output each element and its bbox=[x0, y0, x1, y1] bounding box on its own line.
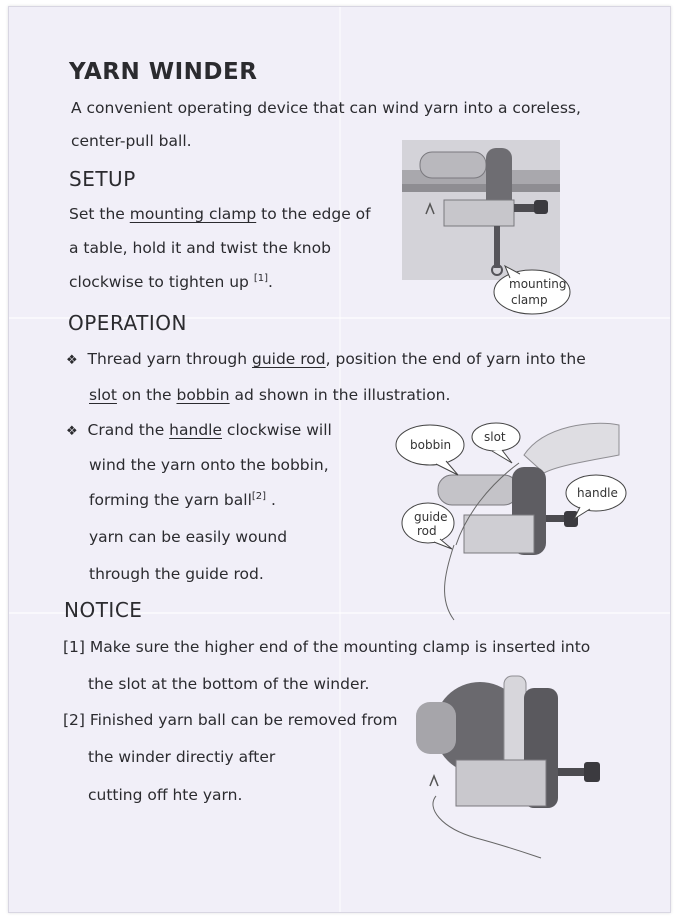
setup-line-3 bbox=[69, 273, 273, 291]
hand-shape bbox=[524, 423, 619, 473]
notice-1-line-1: [1] Make sure the higher end of the mounting clamp is inserted into bbox=[63, 638, 591, 656]
setup-line-2: a table, hold it and twist the knob bbox=[69, 239, 331, 257]
setup-heading: SETUP bbox=[69, 167, 136, 191]
op-text: clockwise will bbox=[222, 421, 332, 439]
label-slot: slot bbox=[484, 430, 506, 444]
notice-1-line-2: the slot at the bottom of the winder. bbox=[88, 675, 370, 693]
op-text: . bbox=[266, 491, 276, 510]
clamp-screw bbox=[494, 226, 500, 268]
op-text: on the bbox=[116, 386, 177, 404]
crank-arm bbox=[558, 768, 588, 776]
setup-text: Set the bbox=[69, 205, 130, 223]
bobbin-term: bobbin bbox=[176, 386, 230, 404]
handle-term: handle bbox=[169, 421, 222, 439]
bobbin-shape bbox=[438, 475, 518, 505]
diamond-bullet-icon: ❖ bbox=[66, 424, 78, 439]
bubble-tail bbox=[492, 450, 512, 463]
footnote-ref-1: [1] bbox=[253, 273, 269, 284]
crank-knob bbox=[534, 200, 548, 214]
setup-text: clockwise to tighten up bbox=[69, 273, 249, 292]
operation-bullet-2-line-4: yarn can be easily wound bbox=[89, 528, 288, 546]
diamond-bullet-icon: ❖ bbox=[66, 353, 78, 368]
operation-bullet-2-line-3 bbox=[89, 491, 276, 509]
label-clamp: clamp bbox=[511, 293, 548, 307]
setup-text: . bbox=[268, 273, 273, 292]
label-handle: handle bbox=[577, 486, 618, 500]
label-rod: rod bbox=[417, 524, 437, 538]
bubble-tail bbox=[436, 461, 458, 475]
operation-bullet-2-line-5: through the guide rod. bbox=[89, 565, 264, 583]
op-text: , position the end of yarn into the bbox=[325, 350, 586, 368]
intro-line-1: A convenient operating device that can wind yarn into a coreless, bbox=[71, 99, 581, 117]
operation-heading: OPERATION bbox=[68, 311, 187, 335]
operation-bullet-2-line-2: wind the yarn onto the bobbin, bbox=[89, 456, 329, 474]
footnote-ref-2: [2] bbox=[251, 491, 267, 502]
notice-2-line-2: the winder directiy after bbox=[88, 748, 276, 766]
op-text: forming the yarn ball bbox=[89, 491, 252, 510]
label-bobbin: bobbin bbox=[410, 438, 452, 452]
table-shadow bbox=[402, 184, 560, 192]
label-guide: guide bbox=[414, 510, 448, 524]
notice-2-line-3: cutting off hte yarn. bbox=[88, 786, 243, 804]
notice-heading: NOTICE bbox=[64, 598, 143, 622]
finished-yarn-ball-illustration bbox=[416, 668, 611, 863]
bobbin-shape bbox=[416, 702, 456, 754]
operation-bullet-1-line-1 bbox=[66, 350, 586, 368]
winder-clamp-illustration bbox=[402, 140, 582, 320]
page-title: YARN WINDER bbox=[69, 59, 258, 85]
notice-2-line-1: [2] Finished yarn ball can be removed from bbox=[63, 711, 398, 729]
bobbin-shape bbox=[420, 152, 486, 178]
yarn-strand bbox=[445, 545, 454, 620]
guide-rod-term: guide rod bbox=[252, 350, 326, 368]
winder-operation-illustration bbox=[384, 415, 639, 630]
fold-line bbox=[339, 7, 341, 912]
operation-bullet-2-line-1 bbox=[66, 421, 332, 439]
setup-text: to the edge of bbox=[256, 205, 371, 223]
winder-base bbox=[464, 515, 534, 553]
winder-base bbox=[456, 760, 546, 806]
crank-knob bbox=[564, 511, 578, 527]
slot-term: slot bbox=[89, 386, 117, 404]
operation-bullet-1-line-2 bbox=[89, 386, 450, 404]
setup-line-1 bbox=[69, 205, 371, 223]
intro-line-2: center-pull ball. bbox=[71, 132, 192, 150]
op-text: Thread yarn through bbox=[87, 350, 252, 368]
guide-rod-shape bbox=[430, 776, 438, 786]
mounting-clamp-term: mounting clamp bbox=[129, 205, 257, 223]
label-mounting: mounting bbox=[509, 277, 567, 291]
crank-knob bbox=[584, 762, 600, 782]
op-text: Crand the bbox=[87, 421, 170, 439]
winder-base bbox=[444, 200, 514, 226]
op-text: ad shown in the illustration. bbox=[229, 386, 451, 404]
